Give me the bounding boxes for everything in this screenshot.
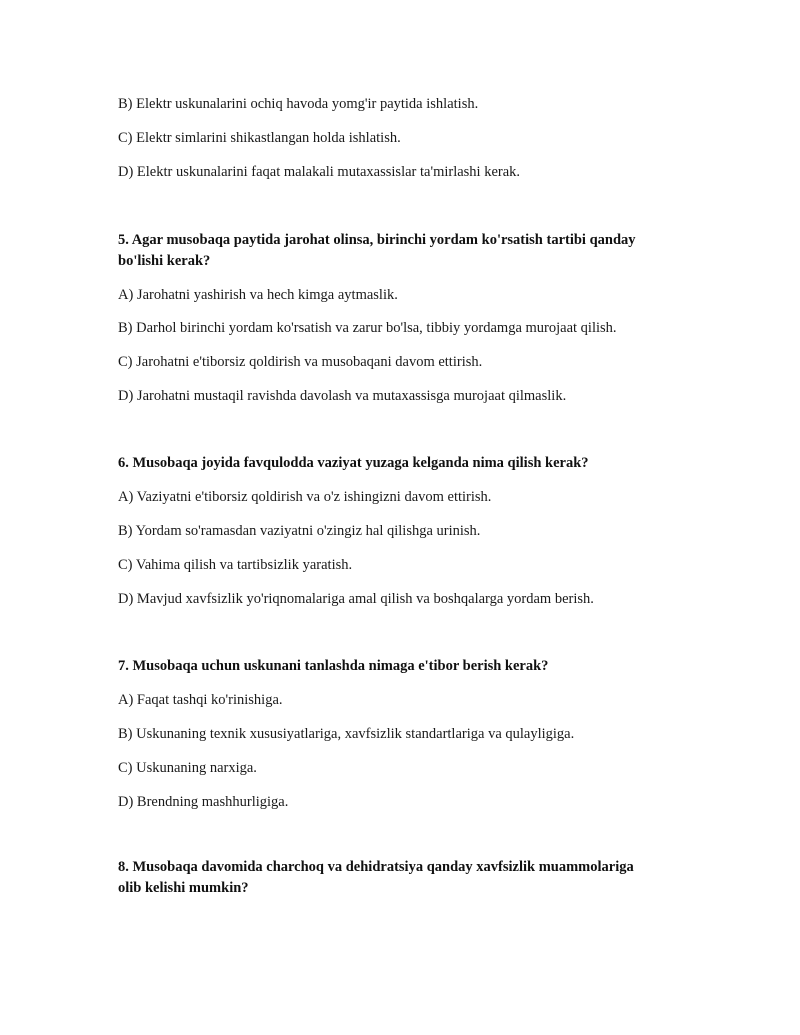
question-5-title-line-1: 5. Agar musobaqa paytida jarohat olinsa, birinchi yordam ko'rsatish tartibi qanday [118, 232, 636, 248]
question-8-title [118, 857, 698, 899]
option-5-c: C) Jarohatni e'tiborsiz qoldirish va musobaqani davom ettirish. [118, 354, 483, 370]
question-5-title-line-2: bo'lishi kerak? [118, 253, 211, 269]
question-8-title-line-1: 8. Musobaqa davomida charchoq va dehidratsiya qanday xavfsizlik muammolariga [118, 859, 634, 875]
question-7-title [118, 656, 698, 677]
option-5-b: B) Darhol birinchi yordam ko'rsatish va zarur bo'lsa, tibbiy yordamga murojaat qilish. [118, 320, 617, 336]
option-6-a: A) Vaziyatni e'tiborsiz qoldirish va o'z ishingizni davom ettirish. [118, 489, 492, 505]
option-4-b: B) Elektr uskunalarini ochiq havoda yomg'ir paytida ishlatish. [118, 96, 479, 112]
question-6-title-line-1: 6. Musobaqa joyida favqulodda vaziyat yuzaga kelganda nima qilish kerak? [118, 455, 589, 471]
option-4-c: C) Elektr simlarini shikastlangan holda ishlatish. [118, 130, 401, 146]
option-4-d: D) Elektr uskunalarini faqat malakali mutaxassislar ta'mirlashi kerak. [118, 164, 521, 180]
question-7-title-line-1: 7. Musobaqa uchun uskunani tanlashda nimaga e'tibor berish kerak? [118, 658, 549, 674]
option-5-a: A) Jarohatni yashirish va hech kimga aytmaslik. [118, 287, 398, 303]
question-8-title-line-2: olib kelishi mumkin? [118, 880, 249, 896]
option-6-d: D) Mavjud xavfsizlik yo'riqnomalariga amal qilish va boshqalarga yordam berish. [118, 591, 594, 607]
question-5-title [118, 230, 698, 272]
option-6-c: C) Vahima qilish va tartibsizlik yaratish. [118, 557, 353, 573]
option-6-b: B) Yordam so'ramasdan vaziyatni o'zingiz hal qilishga urinish. [118, 523, 481, 539]
option-7-c: C) Uskunaning narxiga. [118, 760, 257, 776]
option-5-d: D) Jarohatni mustaqil ravishda davolash va mutaxassisga murojaat qilmaslik. [118, 388, 567, 404]
option-7-b: B) Uskunaning texnik xususiyatlariga, xavfsizlik standartlariga va qulayligiga. [118, 726, 575, 742]
option-7-a: A) Faqat tashqi ko'rinishiga. [118, 692, 283, 708]
question-6-title [118, 453, 698, 474]
option-7-d: D) Brendning mashhurligiga. [118, 794, 289, 810]
